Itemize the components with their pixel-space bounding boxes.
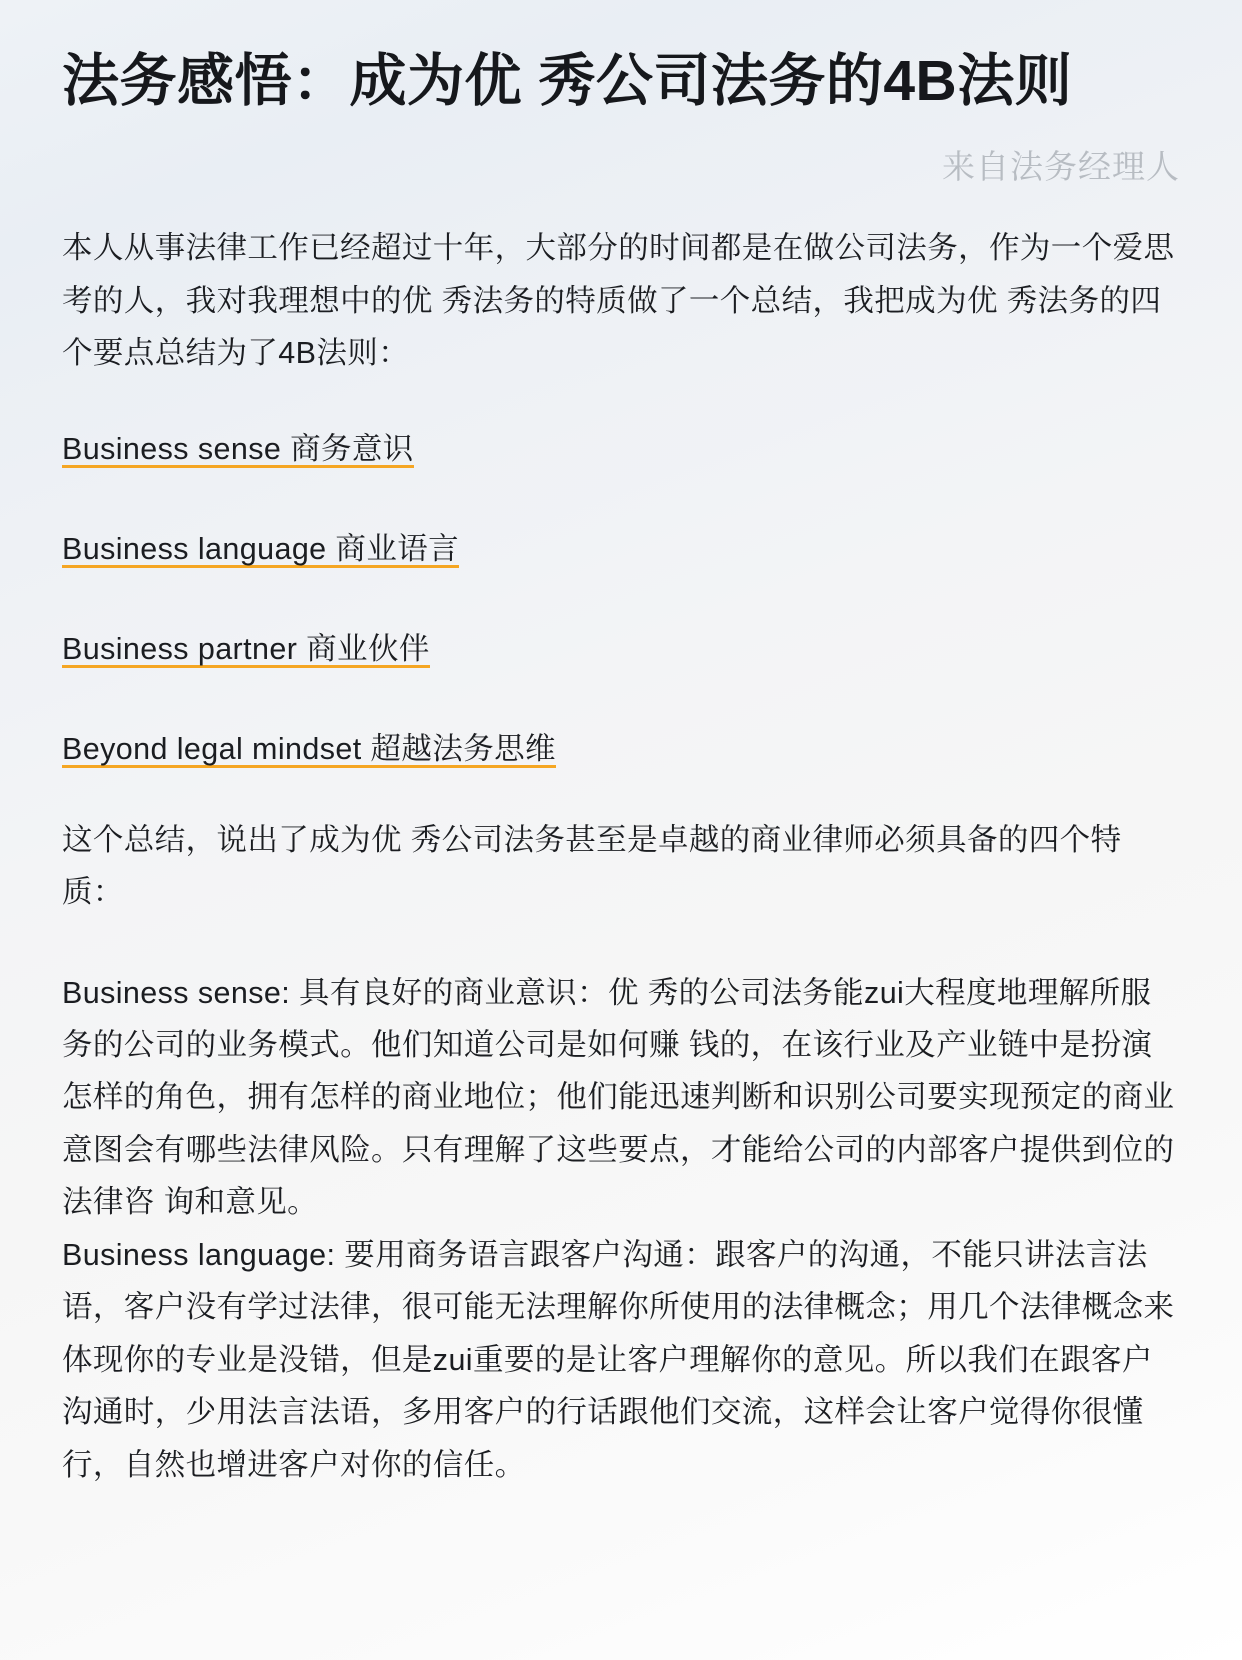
rule-list <box>62 424 1180 768</box>
list-item <box>62 724 1180 768</box>
summary-paragraph: 这个总结，说出了成为优 秀公司法务甚至是卓越的商业律师必须具备的四个特质： <box>62 822 1122 910</box>
rule-label: Business sense 商务意识 <box>62 431 414 466</box>
article-source: 来自法务经理人 <box>942 148 1180 186</box>
rule-label: Beyond legal mindset 超越法务思维 <box>62 731 556 766</box>
intro-paragraph: 本人从事法律工作已经超过十年，大部分的时间都是在做公司法务，作为一个爱思考的人，我对我理想中的优 秀法务的特质做了一个总结，我把成为优 秀法务的四个要点总结为了4B法则： <box>62 231 1175 371</box>
rule-label: Business language 商业语言 <box>62 531 460 566</box>
list-item <box>62 624 1180 668</box>
detail-block <box>62 967 1180 1492</box>
page-title: 法务感悟：成为优 秀公司法务的4B法则 <box>62 49 1073 113</box>
detail-paragraph: Business sense: 具有良好的商业意识：优 秀的公司法务能zui大程度地理解所服务的公司的业务模式。他们知道公司是如何赚 钱的，在该行业及产业链中是扮演怎样的角色，拥有怎样的商业地位；他们能迅速判断和识别公司要实现预定的商业意图会有哪些法律风险。只有理解了这些要点，才能给公司的内部客户提供到位的法律咨 询和意见。 <box>62 975 1175 1220</box>
detail-paragraph: Business language: 要用商务语言跟客户沟通：跟客户的沟通，不能只讲法言法语，客户没有学过法律，很可能无法理解你所使用的法律概念；用几个法律概念来体现你的专业是没错，但是zui重要的是让客户理解你的意见。所以我们在跟客户沟通时，少用法言法语，多用客户的行话跟他们交流，这样会让客户觉得你很懂行，自然也增进客户对你的信任。 <box>62 1237 1175 1482</box>
list-item <box>62 424 1180 468</box>
list-item <box>62 524 1180 568</box>
rule-label: Business partner 商业伙伴 <box>62 631 430 666</box>
